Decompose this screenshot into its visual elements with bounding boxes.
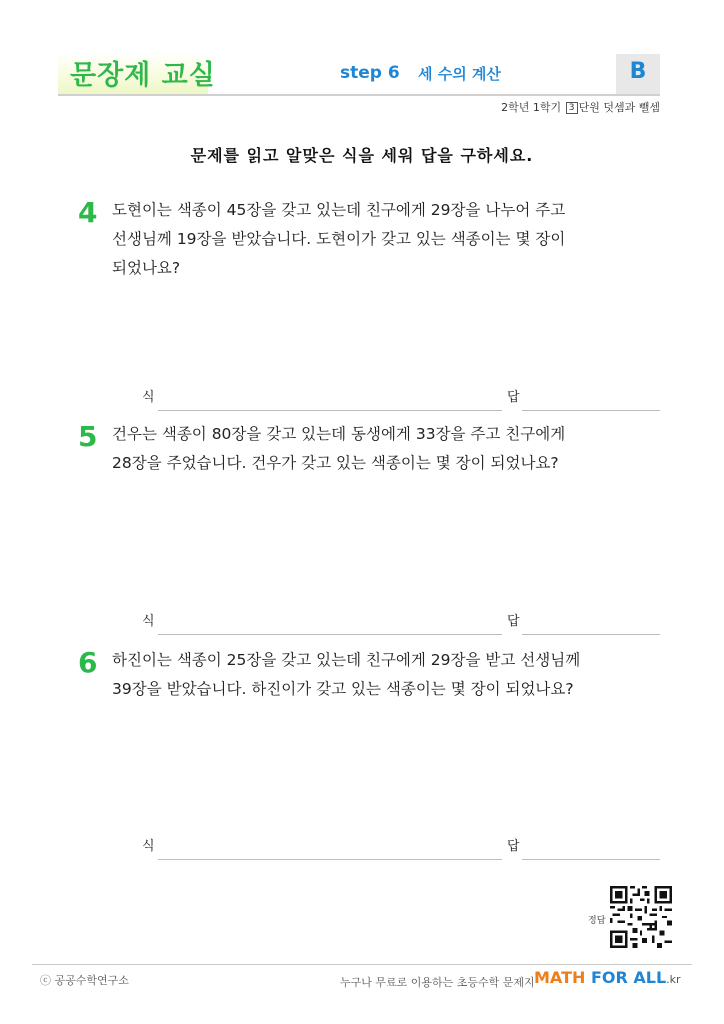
question-line: 하진이는 색종이 25장을 갖고 있는데 친구에게 29장을 받고 선생님께 [112, 651, 581, 669]
question-text [112, 646, 632, 704]
expression-line[interactable] [158, 410, 502, 411]
question-number: 6 [78, 646, 98, 679]
expression-label: 식 [142, 839, 155, 854]
answer-label: 답 [507, 390, 520, 405]
unit-number: 3 [566, 102, 578, 114]
answer-line[interactable] [522, 410, 660, 411]
question-text [112, 196, 632, 283]
expression-line[interactable] [158, 859, 502, 860]
qr-code-icon[interactable] [610, 886, 672, 948]
question-line: 건우는 색종이 80장을 갖고 있는데 동생에게 33장을 주고 친구에게 [112, 425, 566, 443]
question-line: 되었나요? [112, 259, 181, 277]
answer-line[interactable] [522, 859, 660, 860]
expression-label: 식 [142, 614, 155, 629]
page-title: 문장제 교실 [70, 60, 216, 91]
brand-kr: .kr [666, 973, 681, 986]
question-line: 39장을 받았습니다. 하진이가 갖고 있는 색종이는 몇 장이 되었나요? [112, 680, 574, 698]
instruction: 문제를 읽고 알맞은 식을 세워 답을 구하세요. [190, 146, 534, 165]
question-line: 도현이는 색종이 45장을 갖고 있는데 친구에게 29장을 나누어 주고 [112, 201, 566, 219]
unit-grade: 2학년 1학기 [501, 101, 562, 114]
question-text [112, 420, 632, 478]
question-line: 28장을 주었습니다. 건우가 갖고 있는 색종이는 몇 장이 되었나요? [112, 454, 559, 472]
copyright: ⓒ 공공수학연구소 [40, 974, 129, 987]
level-letter: B [629, 59, 647, 84]
question-number: 4 [78, 196, 98, 229]
brand-logo[interactable] [534, 968, 681, 987]
answer-line[interactable] [522, 634, 660, 635]
answer-label: 답 [507, 614, 520, 629]
question-line: 선생님께 19장을 받았습니다. 도현이가 갖고 있는 색종이는 몇 장이 [112, 230, 566, 248]
unit-info [501, 99, 660, 115]
step-topic: 세 수의 계산 [418, 65, 501, 83]
brand-math: MATH [534, 968, 586, 987]
header-divider [58, 94, 660, 96]
question-number: 5 [78, 420, 98, 453]
brand-for-all: FOR ALL [590, 968, 667, 987]
footer-tagline: 누구나 무료로 이용하는 초등수학 문제지 [340, 976, 535, 989]
answer-label: 답 [507, 839, 520, 854]
expression-line[interactable] [158, 634, 502, 635]
answer-key-label: 정답 [588, 916, 606, 926]
footer-divider [32, 964, 692, 965]
expression-label: 식 [142, 390, 155, 405]
unit-title: 단원 덧셈과 뺄셈 [578, 101, 660, 114]
step-label: step 6 [340, 63, 400, 83]
